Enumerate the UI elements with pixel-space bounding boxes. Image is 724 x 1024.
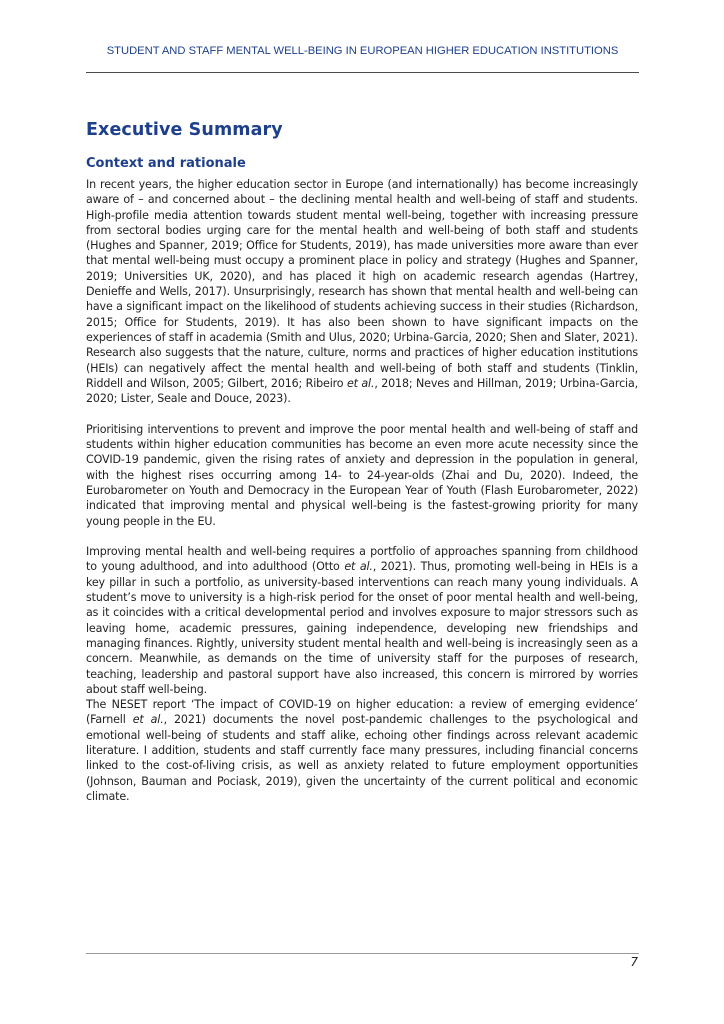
body-text [86, 177, 638, 804]
footer-divider [86, 953, 639, 954]
section-subtitle: Context and rationale [86, 156, 246, 171]
header-divider [86, 72, 639, 73]
page-number: 7 [630, 955, 638, 969]
page-title: Executive Summary [86, 120, 283, 140]
paragraph: In recent years, the higher education sector in Europe (and internationally) has become increasingly aware of – and concerned about – the declining mental health and well-being of staff and students. High-profile media attention towards student mental well-being, together with increasing pressure from sectoral bodies urging care for the mental health and well-being of both staff and students (Hughes and Spanner, 2019; Office for Students, 2019), has made universities more aware than ever that mental well-being must occupy a prominent place in policy and strategy (Hughes and Spanner, 2019; Universities UK, 2020), and has placed it high on academic research agendas (Hartrey, Denieffe and Wells, 2017). Unsurprisingly, research has shown that mental health and well-being can have a significant impact on the likelihood of students achieving success in their studies (Richardson, 2015; Office for Students, 2019). It has also been shown to have significant impacts on the experiences of staff in academia (Smith and Ulus, 2020; Urbina-Garcia, 2020; Shen and Slater, 2021). Research also suggests that the nature, culture, norms and practices of higher education institutions (HEIs) can negatively affect the mental health and well-being of both staff and students (Tinklin, Riddell and Wilson, 2005; Gilbert, 2016; Ribeiro et al., 2018; Neves and Hillman, 2019; Urbina-Garcia, 2020; Lister, Seale and Douce, 2023). [86, 178, 638, 406]
paragraph: Prioritising interventions to prevent and improve the poor mental health and well-being of staff and students within higher education communities has become an even more acute necessity since the COVID-19 pandemic, given the rising rates of anxiety and depression in the population in general, with the highest rises occurring among 14- to 24-year-olds (Zhai and Du, 2020). Indeed, the Eurobarometer on Youth and Democracy in the European Year of Youth (Flash Eurobarometer, 2022) indicated that improving mental and physical well-being is the fastest-growing priority for many young people in the EU. [86, 422, 638, 528]
paragraph: Improving mental health and well-being requires a portfolio of approaches spanning from childhood to young adulthood, and into adulthood (Otto et al., 2021). Thus, promoting well-being in HEIs is a key pillar in such a portfolio, as university-based interventions can reach many young individuals. A student’s move to university is a high-risk period for the onset of poor mental health and well-being, as it coincides with a critical developmental period and involves exposure to major stressors such as leaving home, academic pressures, gaining independence, developing new friendships and managing finances. Rightly, university student mental health and well-being is increasingly seen as a concern. Meanwhile, as demands on the time of university staff for the purposes of research, teaching, leadership and pastoral support have also increased, this concern is mirrored by worries about staff well-being. [86, 545, 638, 696]
running-header: STUDENT AND STAFF MENTAL WELL-BEING IN EUROPEAN HIGHER EDUCATION INSTITUTIONS [106, 45, 619, 57]
paragraph: The NESET report ‘The impact of COVID-19 on higher education: a review of emerging evidence’ (Farnell et al., 2021) documents the novel post-pandemic challenges to the psychological and emotional well-being of students and staff alike, echoing other findings across relevant academic literature. I addition, students and staff currently face many pressures, including financial concerns linked to the cost-of-living crisis, as well as anxiety related to future employment opportunities (Johnson, Bauman and Pociask, 2019), given the uncertainty of the current political and economic climate. [86, 698, 638, 803]
